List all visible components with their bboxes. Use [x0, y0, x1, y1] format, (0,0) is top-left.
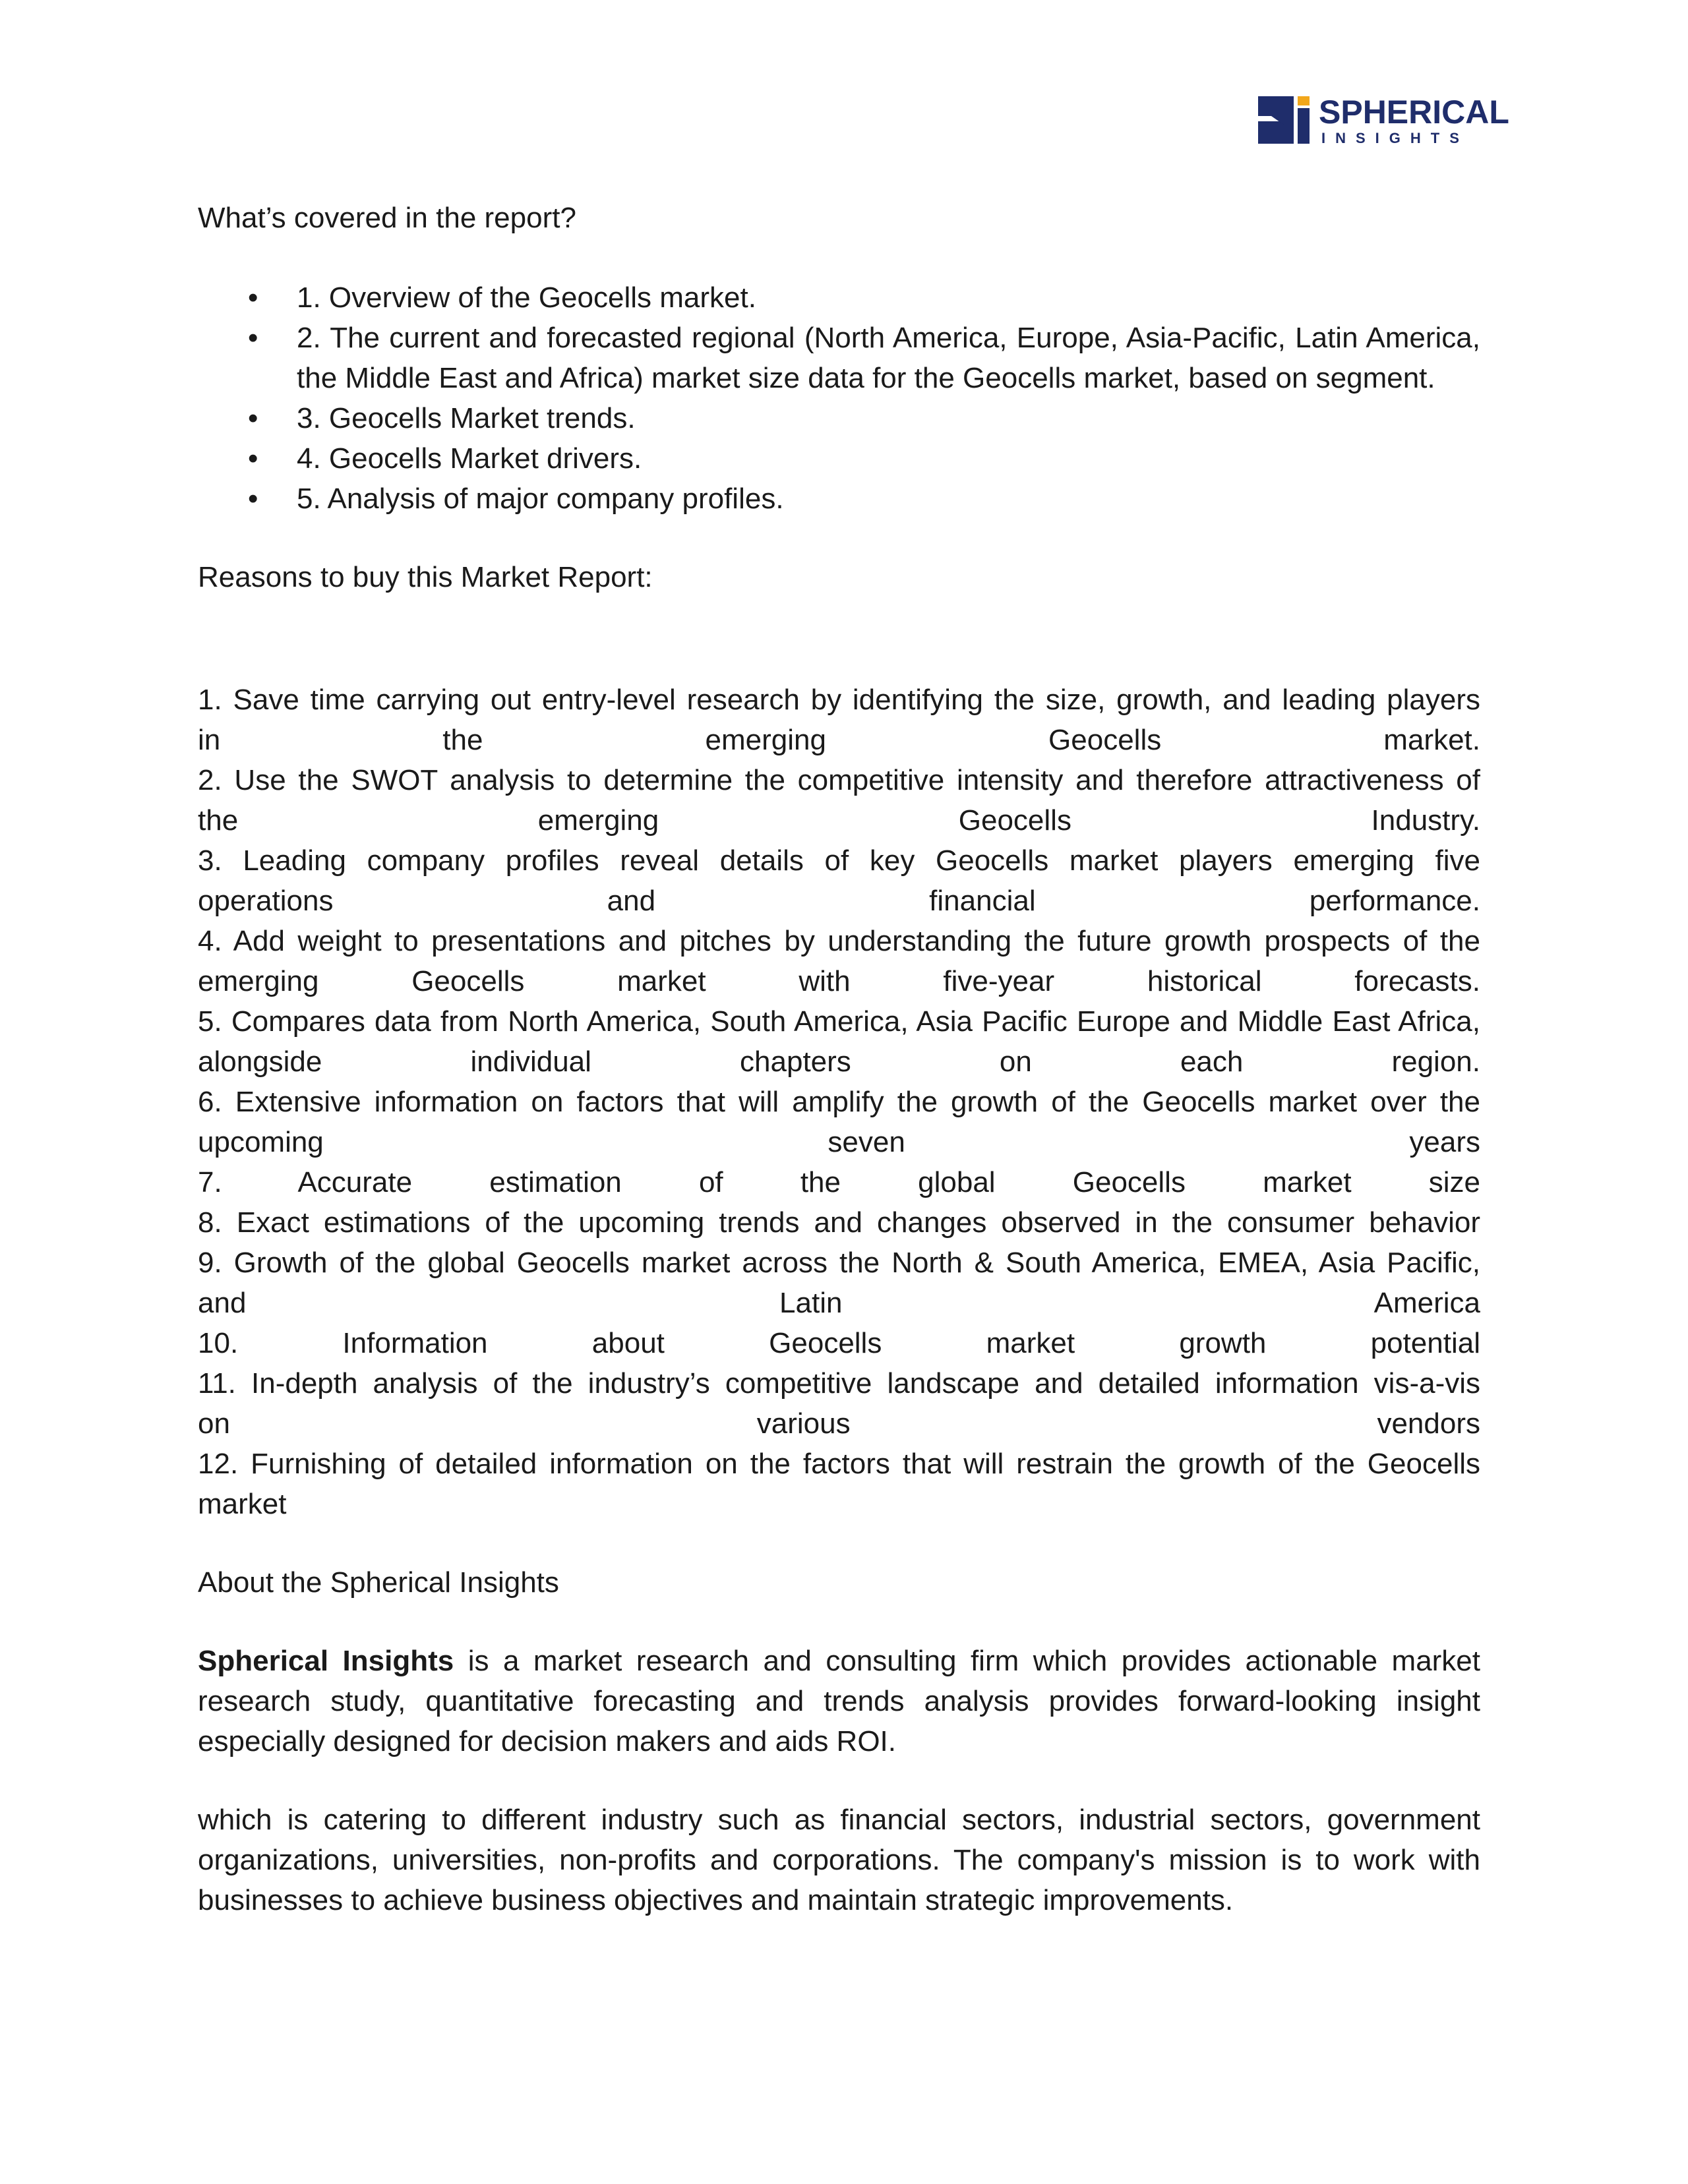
reason-line: the emerging Geocells Industry. — [198, 804, 1480, 837]
list-item: • 1. Overview of the Geocells market. — [198, 278, 1480, 318]
reason-line: 4. Add weight to presentations and pitches by understanding the future growth prospects of the — [198, 925, 1480, 957]
reason-line: 10. Information about Geocells market growth potential — [198, 1327, 1480, 1359]
list-item: • 4. Geocells Market drivers. — [198, 438, 1480, 479]
about-paragraph-1: Spherical Insights is a market research and consulting firm which provides actionable market research study, quantitative forecasting and trends analysis provides forward-looking insight especially designed for decision makers and aids ROI. — [198, 1645, 1481, 1757]
reason-line: upcoming seven years — [198, 1126, 1480, 1158]
document-body — [198, 198, 1480, 1920]
reason-line: 2. Use the SWOT analysis to determine the competitive intensity and therefore attractiveness of — [198, 764, 1480, 796]
reason-line: emerging Geocells market with five-year historical forecasts. — [198, 965, 1480, 997]
reason-line: 11. In-depth analysis of the industry’s competitive landscape and detailed information vis-a-vis — [198, 1367, 1480, 1400]
reason-line: 9. Growth of the global Geocells market across the North & South America, EMEA, Asia Pacific, — [198, 1247, 1480, 1279]
reason-line: operations and financial performance. — [198, 885, 1480, 917]
reasons-heading: Reasons to buy this Market Report: — [198, 561, 653, 593]
company-name: Spherical Insights — [198, 1645, 454, 1677]
reasons-list — [198, 680, 1480, 1524]
reason-line: 5. Compares data from North America, South America, Asia Pacific Europe and Middle East Africa, — [198, 1005, 1480, 1038]
about-heading: About the Spherical Insights — [198, 1566, 559, 1599]
about-paragraph-2: which is catering to different industry such as financial sectors, industrial sectors, government organizations, universities, non-profits and corporations. The company's mission is to work with businesses to achieve business objectives and maintain strategic improvements. — [198, 1804, 1480, 1916]
list-item: • 3. Geocells Market trends. — [198, 398, 1480, 438]
logo-tagline: INSIGHTS — [1321, 130, 1469, 146]
covered-heading: What’s covered in the report? — [198, 202, 576, 234]
reason-line: and Latin America — [198, 1287, 1480, 1319]
bullet-icon: • — [248, 442, 258, 475]
list-item: • 5. Analysis of major company profiles. — [198, 479, 1480, 519]
bullet-icon: • — [248, 483, 258, 515]
reason-line: on various vendors — [198, 1407, 1480, 1440]
reason-line: alongside individual chapters on each region. — [198, 1046, 1480, 1078]
reason-line: 8. Exact estimations of the upcoming trends and changes observed in the consumer behavior — [198, 1206, 1480, 1239]
reason-line: market — [198, 1488, 287, 1520]
reason-line: 1. Save time carrying out entry-level research by identifying the size, growth, and leading players — [198, 684, 1480, 716]
reason-line: in the emerging Geocells market. — [198, 724, 1480, 756]
logo-name: SPHERICAL — [1319, 94, 1509, 131]
bullet-icon: • — [248, 281, 258, 314]
logo-mark-icon — [1258, 96, 1310, 144]
bullet-icon: • — [248, 322, 258, 354]
list-item: • 2. The current and forecasted regional (North America, Europe, Asia-Pacific, Latin America, the Middle East and Africa) market size data for the Geocells market, based on segment. — [198, 318, 1480, 398]
covered-list — [198, 278, 1480, 519]
reason-line: 6. Extensive information on factors that will amplify the growth of the Geocells market over the — [198, 1086, 1480, 1118]
spherical-insights-logo — [1258, 94, 1509, 149]
reason-line: 7. Accurate estimation of the global Geocells market size — [198, 1166, 1480, 1198]
reason-line: 12. Furnishing of detailed information on the factors that will restrain the growth of the Geocells — [198, 1448, 1480, 1480]
bullet-icon: • — [248, 402, 258, 434]
reason-line: 3. Leading company profiles reveal details of key Geocells market players emerging five — [198, 844, 1480, 877]
